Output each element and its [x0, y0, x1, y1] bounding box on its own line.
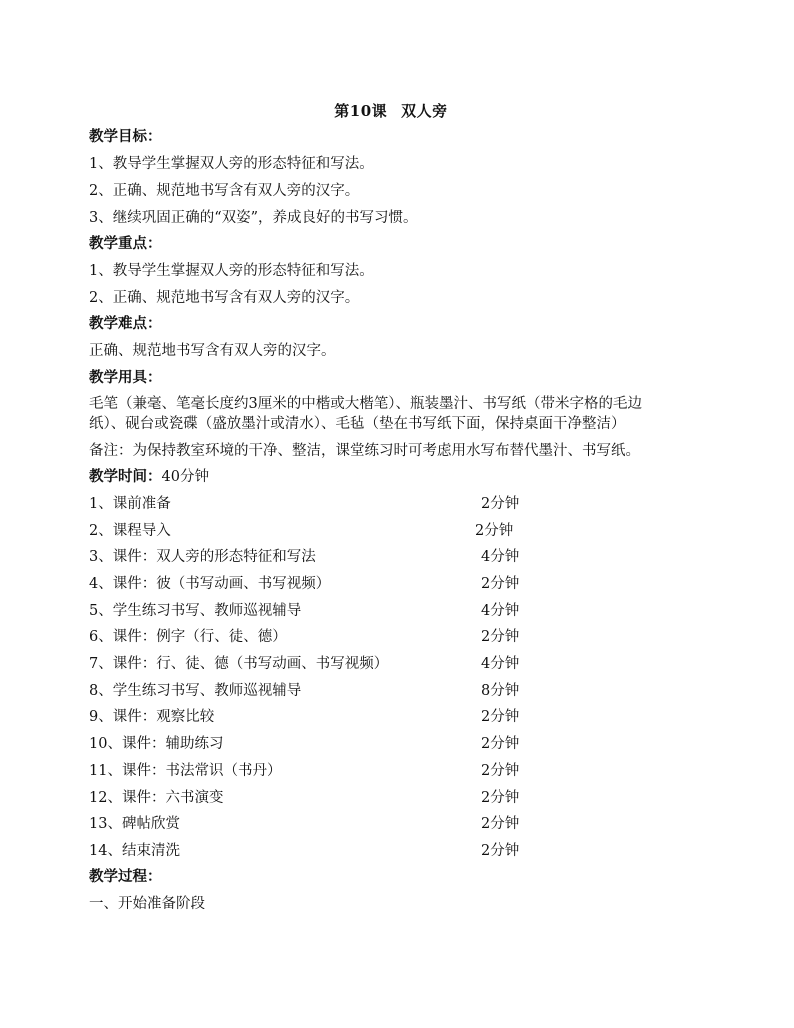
- schedule-duration: 2分钟: [481, 629, 520, 645]
- schedule-duration: 2分钟: [475, 523, 514, 539]
- schedule-item: 3、课件：双人旁的形态特征和写法: [89, 549, 316, 565]
- schedule-duration: 2分钟: [481, 709, 520, 725]
- schedule-item: 5、学生练习书写、教师巡视辅导: [89, 603, 302, 619]
- schedule-item: 2、课程导入: [89, 523, 171, 539]
- schedule-item: 10、课件：辅助练习: [89, 736, 224, 752]
- time-heading: 教学时间：: [89, 468, 162, 485]
- objective-item: 3、继续巩固正确的“双姿”，养成良好的书写习惯。: [89, 210, 418, 226]
- schedule-duration: 2分钟: [481, 576, 520, 592]
- schedule-duration: 2分钟: [481, 763, 520, 779]
- time-line: [89, 467, 209, 487]
- schedule-item: 12、课件：六书演变: [89, 790, 224, 806]
- key-point-item: 2、正确、规范地书写含有双人旁的汉字。: [89, 290, 360, 306]
- process-heading: 教学过程：: [89, 868, 162, 885]
- schedule-item: 8、学生练习书写、教师巡视辅导: [89, 683, 302, 699]
- schedule-duration: 4分钟: [481, 549, 520, 565]
- difficulties-text: 正确、规范地书写含有双人旁的汉字。: [89, 343, 336, 359]
- schedule-duration: 2分钟: [481, 736, 520, 752]
- key-points-heading: 教学重点：: [89, 235, 162, 252]
- objectives-heading: 教学目标：: [89, 128, 162, 145]
- key-point-item: 1、教导学生掌握双人旁的形态特征和写法。: [89, 263, 374, 279]
- tools-heading: 教学用具：: [89, 369, 162, 386]
- lesson-name: 双人旁: [401, 102, 448, 120]
- schedule-duration: 8分钟: [481, 683, 520, 699]
- schedule-duration: 4分钟: [481, 603, 520, 619]
- schedule-item: 9、课件：观察比较: [89, 709, 215, 725]
- process-stage: 一、开始准备阶段: [89, 896, 205, 912]
- tools-text-line: 纸）、砚台或瓷碟（盛放墨汁或清水）、毛毡（垫在书写纸下面，保持桌面干净整洁）: [89, 416, 626, 432]
- schedule-item: 14、结束清洗: [89, 843, 180, 859]
- tools-note: 备注：为保持教室环境的干净、整洁，课堂练习时可考虑用水写布替代墨汁、书写纸。: [89, 443, 640, 459]
- time-total: 40分钟: [161, 469, 209, 485]
- schedule-duration: 2分钟: [481, 790, 520, 806]
- objective-item: 2、正确、规范地书写含有双人旁的汉字。: [89, 183, 360, 199]
- schedule-duration: 2分钟: [481, 816, 520, 832]
- schedule-item: 13、碑帖欣赏: [89, 816, 180, 832]
- lesson-number: 第10课: [334, 102, 388, 120]
- page-title: [89, 100, 693, 121]
- schedule-duration: 4分钟: [481, 656, 520, 672]
- schedule-item: 1、课前准备: [89, 496, 171, 512]
- schedule-item: 7、课件：行、徒、德（书写动画、书写视频）: [89, 656, 389, 672]
- schedule-item: 11、课件：书法常识（书丹）: [89, 763, 282, 779]
- schedule-item: 4、课件：彼（书写动画、书写视频）: [89, 576, 331, 592]
- schedule-duration: 2分钟: [481, 496, 520, 512]
- tools-text-line: 毛笔（兼毫、笔毫长度约3厘米的中楷或大楷笔）、瓶装墨汁、书写纸（带米字格的毛边: [89, 396, 642, 412]
- schedule-item: 6、课件：例字（行、徒、德）: [89, 629, 287, 645]
- difficulties-heading: 教学难点：: [89, 315, 162, 332]
- objective-item: 1、教导学生掌握双人旁的形态特征和写法。: [89, 156, 374, 172]
- schedule-duration: 2分钟: [481, 843, 520, 859]
